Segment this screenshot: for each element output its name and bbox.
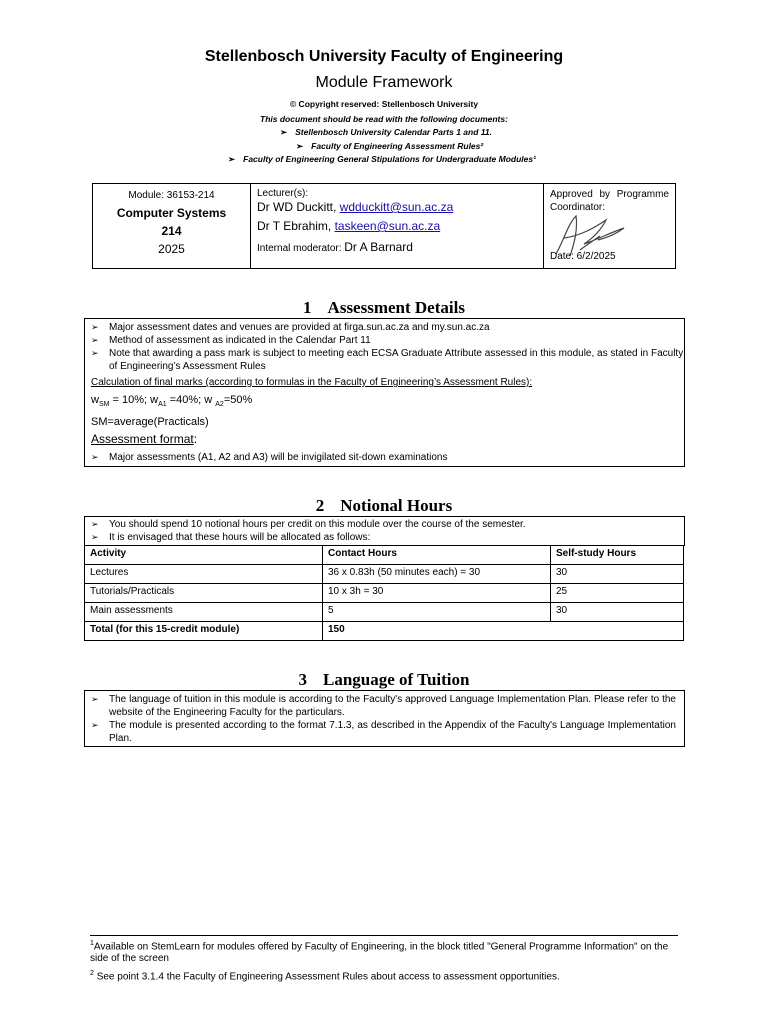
notional-hours-table: [84, 545, 684, 641]
table-cell: Total (for this 15-credit module): [85, 622, 323, 641]
table-cell: Tutorials/Practicals: [85, 584, 323, 603]
approval-date: Date: 6/2/2025: [550, 251, 616, 262]
table-header-row: [85, 546, 684, 565]
lecturers-cell: [251, 184, 544, 269]
module-year: 2025: [158, 242, 185, 256]
module-code: Module: 36153-214: [128, 190, 215, 201]
lecturer-1-email-link[interactable]: wdduckitt@sun.ac.za: [339, 200, 454, 214]
approval-label: Approved by Programme Coordinator:: [550, 189, 669, 213]
arrow-bullet-icon: ➢: [91, 694, 99, 704]
arrow-bullet-icon: ➢: [91, 452, 99, 463]
list-item: ➢ Method of assessment as indicated in the Calendar Part 11: [91, 335, 371, 346]
copyright-notice: © Copyright reserved: Stellenbosch University: [289, 99, 479, 109]
footnote-divider: [90, 935, 678, 936]
table-total-row: [85, 622, 684, 641]
module-cell: [93, 184, 251, 269]
weights-line: $w_{SM} = 10\%$; $w_{A1} =40\%$; w $_{A2}$=50%: [91, 394, 253, 409]
document-subtitle: Module Framework: [315, 74, 453, 91]
reference-item: ➢ Faculty of Engineering General Stipulations for Undergraduate Modules¹: [228, 154, 536, 164]
arrow-bullet-icon: ➢: [228, 154, 236, 164]
module-name: Computer Systems: [116, 206, 227, 220]
lecturers-label: Lecturer(s):: [257, 188, 309, 199]
arrow-bullet-icon: ➢: [91, 335, 99, 345]
table-cell: Lectures: [85, 565, 323, 584]
table-header: Self-study Hours: [551, 546, 684, 565]
calculation-label: Calculation of final marks (according to formulas in the Faculty of Engineering’s Assessment Rules):: [91, 377, 533, 388]
list-item: ➢ Note that awarding a pass mark is subject to meeting each ECSA Graduate Attribute assessed in this module, as stated in Faculty of Engineering’s Assessment Rules: [91, 348, 684, 372]
lecturer-2: Dr T Ebrahim, taskeen@sun.ac.za: [257, 219, 441, 233]
list-item: ➢ You should spend 10 notional hours per credit on this module over the course of the semester.: [91, 519, 526, 530]
table-cell: 5: [323, 603, 551, 622]
module-number: 214: [161, 224, 182, 238]
read-with-note: This document should be read with the following documents:: [260, 114, 508, 124]
internal-moderator: Internal moderator: Dr A Barnard: [257, 240, 413, 254]
sm-formula: SM=average(Practicals): [91, 416, 209, 429]
language-box: [84, 690, 685, 747]
module-info-table: [92, 183, 676, 269]
footnote-2: $^2$ See point 3.1.4 the Faculty of Engineering Assessment Rules about access to assessment opportunities.: [90, 970, 560, 983]
list-item: ➢ Major assessment dates and venues are provided at firga.sun.ac.za and my.sun.ac.za: [91, 322, 490, 333]
table-cell: 10 x 3h = 30: [323, 584, 551, 603]
table-row: [85, 603, 684, 622]
footnote-1: $^1$Available on StemLearn for modules offered by Faculty of Engineering, in the block titled "General Programme Information" on the side of the screen: [90, 940, 669, 965]
table-cell: 25: [551, 584, 684, 603]
table-row: [85, 584, 684, 603]
table-header: Contact Hours: [323, 546, 551, 565]
lecturer-2-email-link[interactable]: taskeen@sun.ac.za: [334, 219, 441, 233]
table-cell: 30: [551, 565, 684, 584]
list-item: ➢ The module is presented according to the format 7.1.3, as described in the Appendix of the Faculty's Language Implementation Plan.: [91, 720, 676, 744]
notional-hours-box: [84, 516, 685, 546]
table-header: Activity: [85, 546, 323, 565]
arrow-bullet-icon: ➢: [91, 348, 99, 358]
list-item: ➢ Major assessments (A1, A2 and A3) will be invigilated sit-down examinations: [91, 452, 448, 464]
assessment-format-label: Assessment format:: [91, 432, 198, 447]
arrow-bullet-icon: ➢: [91, 519, 99, 529]
reference-item: ➢ Faculty of Engineering Assessment Rules²: [296, 141, 484, 151]
list-item: ➢ The language of tuition in this module is according to the Faculty's approved Language Implementation Plan. Please refer to the website of the Engineering Faculty for the particulars.: [91, 694, 676, 718]
table-cell: 36 x 0.83h (50 minutes each) = 30: [323, 565, 551, 584]
assessment-details-box: [84, 318, 685, 467]
table-cell: Main assessments: [85, 603, 323, 622]
lecturer-1: Dr WD Duckitt, wdduckitt@sun.ac.za: [257, 200, 454, 214]
table-cell: 150: [323, 622, 684, 641]
arrow-bullet-icon: ➢: [296, 141, 304, 151]
arrow-bullet-icon: ➢: [91, 532, 99, 542]
document-title: Stellenbosch University Faculty of Engineering: [204, 48, 564, 65]
section-2-heading: 2 Notional Hours: [315, 496, 453, 515]
section-3-heading: 3 Language of Tuition: [298, 670, 470, 689]
table-cell: 30: [551, 603, 684, 622]
list-item: ➢ It is envisaged that these hours will be allocated as follows:: [91, 532, 371, 543]
arrow-bullet-icon: ➢: [280, 127, 288, 137]
approval-cell: [544, 184, 676, 269]
arrow-bullet-icon: ➢: [91, 720, 99, 730]
section-1-heading: 1 Assessment Details: [303, 298, 465, 317]
table-row: [85, 565, 684, 584]
arrow-bullet-icon: ➢: [91, 322, 99, 332]
reference-item: ➢ Stellenbosch University Calendar Parts 1 and 11.: [280, 127, 492, 137]
